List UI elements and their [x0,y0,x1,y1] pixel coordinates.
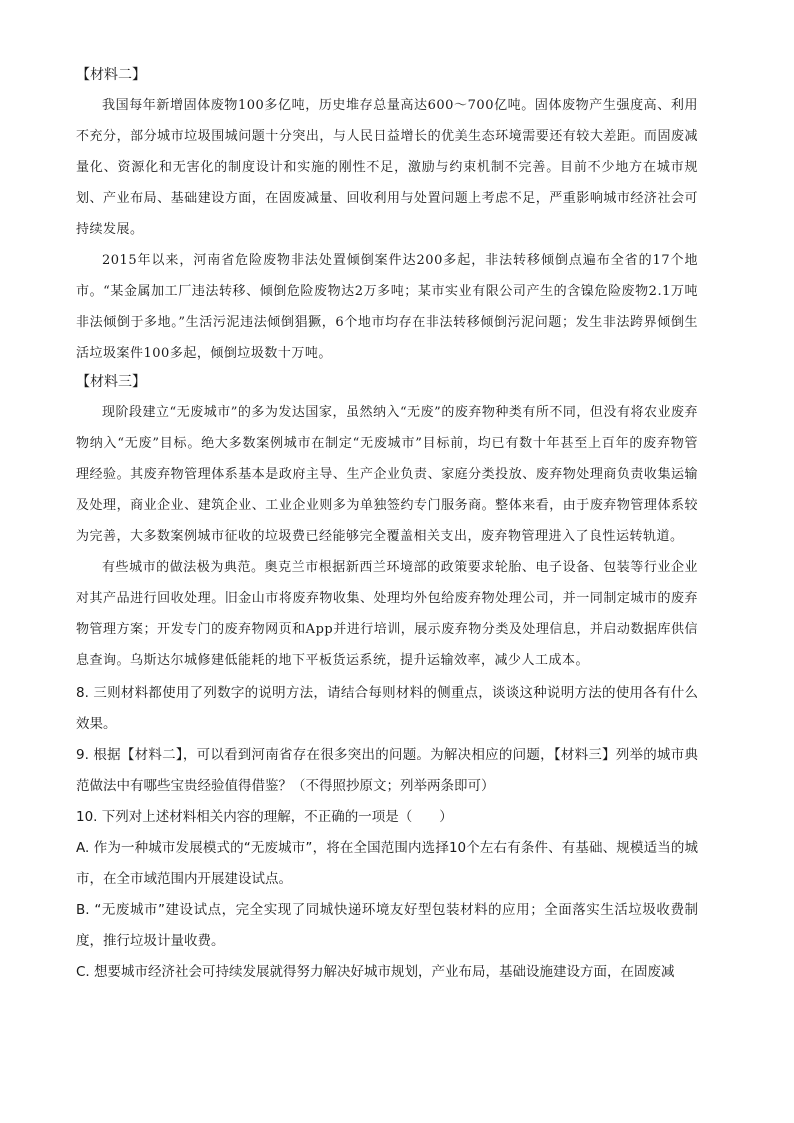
material-3-paragraph-2: 有些城市的做法极为典范。奥克兰市根据新西兰环境部的政策要求轮胎、电子设备、包装等行业企业对其产品进行回收处理。旧金山市将废弃物收集、处理均外包给废弃物处理公司，并一同制定城市的废弃物管理方案；开发专门的废弃物网页和App并进行培训，展示废弃物分类及处理信息，并启动数据库供信息查询。乌斯达尔城修建低能耗的地下平板货运系统，提升运输效率，减少人工成本。 [76,560,698,668]
question-9: 9. 根据【材料二】，可以看到河南省存在很多突出的问题。为解决相应的问题，【材料三】列举的城市典范做法中有哪些宝贵经验值得借鉴？（不得照抄原文；列举两条即可） [76,747,698,794]
option-b: B. “无废城市”建设试点，完全实现了同城快递环境友好型包装材料的应用；全面落实生活垃圾收费制度，推行垃圾计量收费。 [76,902,698,949]
material-3-section [76,369,698,676]
question-8: 8. 三则材料都使用了列数字的说明方法，请结合每则材料的侧重点，谈谈这种说明方法的使用各有什么效果。 [76,685,698,732]
material-3-heading: 【材料三】 [76,374,146,390]
material-2-paragraph-1: 我国每年新增固体废物100多亿吨，历史堆存总量高达600～700亿吨。固体废物产生强度高、利用不充分，部分城市垃圾围城问题十分突出，与人民日益增长的优美生态环境需要还有较大差距。而固废减量化、资源化和无害化的制度设计和实施的刚性不足，激励与约束机制不完善。目前不少地方在城市规划、产业布局、基础建设方面，在固废减量、回收利用与处置问题上考虑不足，严重影响城市经济社会可持续发展。 [76,98,698,237]
material-2-heading: 【材料二】 [76,67,146,83]
question-10: 10. 下列对上述材料相关内容的理解，不正确的一项是（ ） [76,809,453,825]
option-a: A. 作为一种城市发展模式的“无废城市”，将在全国范围内选择10个左右有条件、有基础、规模适当的城市，在全市域范围内开展建设试点。 [76,840,698,887]
material-2-section [76,62,698,369]
material-2-paragraph-2: 2015年以来，河南省危险废物非法处置倾倒案件达200多起，非法转移倾倒点遍布全省的17个地市。“某金属加工厂违法转移、倾倒危险废物达2万多吨；某市实业有限公司产生的含镍危险废物2.1万吨非法倾倒于多地。”生活污泥违法倾倒猖獗，6个地市均存在非法转移倾倒污泥问题；发生非法跨界倾倒生活垃圾案件100多起，倾倒垃圾数十万吨。 [76,253,698,361]
questions-section [76,678,698,988]
option-c: C. 想要城市经济社会可持续发展就得努力解决好城市规划，产业布局，基础设施建设方面，在固废减 [76,964,675,980]
material-3-paragraph-1: 现阶段建立“无废城市”的多为发达国家，虽然纳入“无废”的废弃物种类有所不同，但没有将农业废弃物纳入“无废”目标。绝大多数案例城市在制定“无废城市”目标前，均已有数十年甚至上百年的废弃物管理经验。其废弃物管理体系基本是政府主导、生产企业负责、家庭分类投放、废弃物处理商负责收集运输及处理，商业企业、建筑企业、工业企业则多为单独签约专门服务商。整体来看，由于废弃物管理体系较为完善，大多数案例城市征收的垃圾费已经能够完全覆盖相关支出，废弃物管理进入了良性运转轨道。 [76,405,698,544]
